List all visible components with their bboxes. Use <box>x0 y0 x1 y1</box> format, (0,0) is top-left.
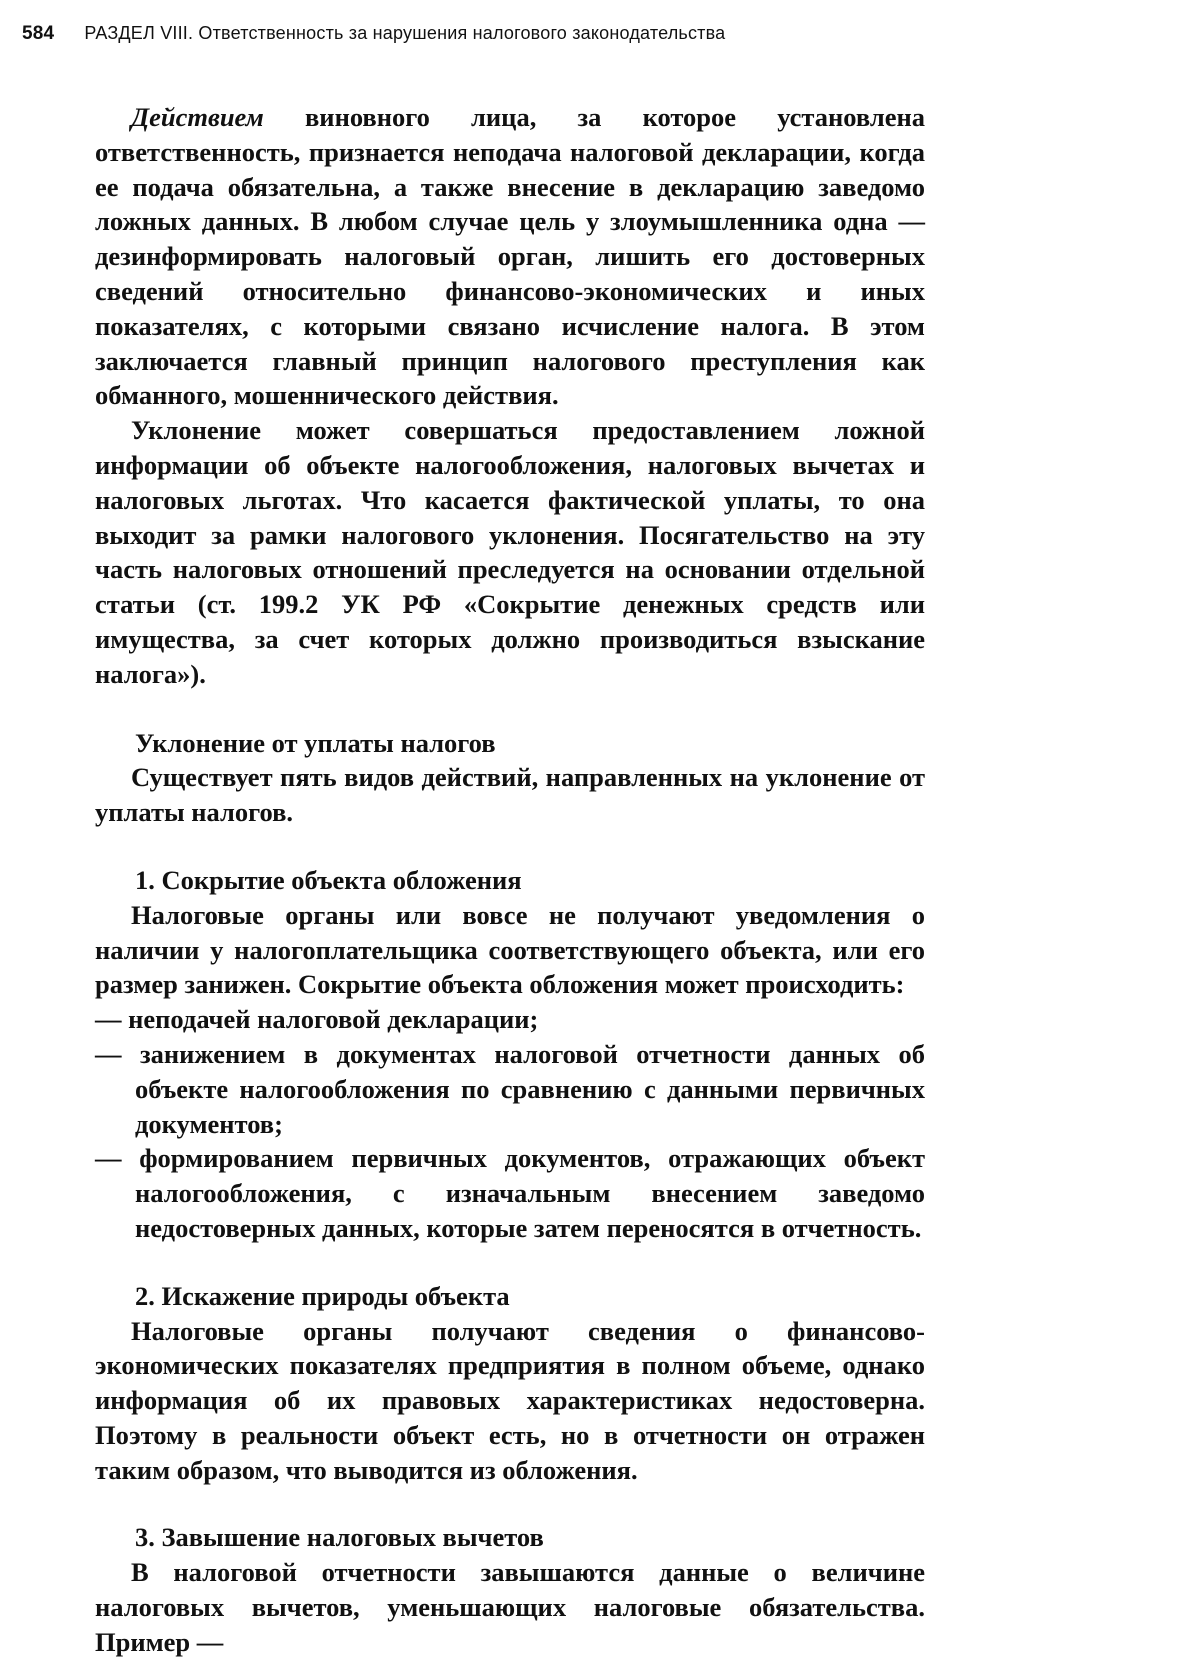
section-title: РАЗДЕЛ VIII. Ответственность за нарушения налогового законодательства <box>84 23 726 43</box>
paragraph-inflated-deductions: В налоговой отчетности завышаются данные о величине налоговых вычетов, уменьшающих налоговые обязательства. Пример — <box>95 1557 925 1657</box>
page-body <box>95 100 925 1660</box>
heading-tax-evasion: Уклонение от уплаты налогов <box>135 727 496 758</box>
paragraph-evasion-methods: Уклонение может совершаться предоставлением ложной информации об объекте налогообложения, налоговых вычетах и налоговых льготах. Что касается фактической уплаты, то она выходит за рамки налогового уклонения. Посягательство на эту часть налоговых отношений преследуется на основании отдельной статьи (ст. 199.2 УК РФ «Сокрытие денежных средств или имущества, за счет которых должно производиться взыскание налога»). <box>95 415 925 689</box>
list-item: — формированием первичных документов, отражающих объект налогообложения, с изначальным внесением заведомо недостоверных данных, которые затем переносятся в отчетность. <box>95 1143 925 1243</box>
paragraph-concealment: Налоговые органы или вовсе не получают уведомления о наличии у налогоплательщика соответствующего объекта, или его размер занижен. Сокрытие объекта обложения может происходить: <box>95 899 925 1000</box>
list-item: — занижением в документах налоговой отчетности данных об объекте налогообложения по сравнению с данными первичных документов; <box>95 1038 925 1139</box>
concealment-list <box>95 1002 925 1246</box>
heading-distortion: 2. Искажение природы объекта <box>135 1280 510 1311</box>
heading-concealment: 1. Сокрытие объекта обложения <box>135 864 522 895</box>
heading-inflated-deductions: 3. Завышение налоговых вычетов <box>135 1522 544 1553</box>
paragraph-distortion: Налоговые органы получают сведения о финансово-экономических показателях предприятия в полном объеме, однако информация об их правовых характеристиках недостоверна. Поэтому в реальности объект есть, но в отчетности он отражен таким образом, что выводится из обложения. <box>95 1315 925 1485</box>
paragraph-text: виновного лица, за которое установлена ответственность, признается неподача налоговой декларации, когда ее подача обязательна, а также внесение в декларацию заведомо ложных данных. В любом случае цель у злоумышленника одна — дезинформировать налоговый орган, лишить его достоверных сведений относительно финансово-экономических и иных показателях, с которыми связано исчисление налога. В этом заключается главный принцип налогового преступления как обманного, мошеннического действия. <box>95 102 925 411</box>
page-number: 584 <box>22 23 55 44</box>
paragraph-five-types: Существует пять видов действий, направленных на уклонение от уплаты налогов. <box>95 762 925 828</box>
paragraph-action-definition <box>95 100 925 413</box>
running-header <box>22 20 922 46</box>
list-item: — неподачей налоговой декларации; <box>95 1004 539 1035</box>
emphasized-term: Действием <box>131 102 264 132</box>
